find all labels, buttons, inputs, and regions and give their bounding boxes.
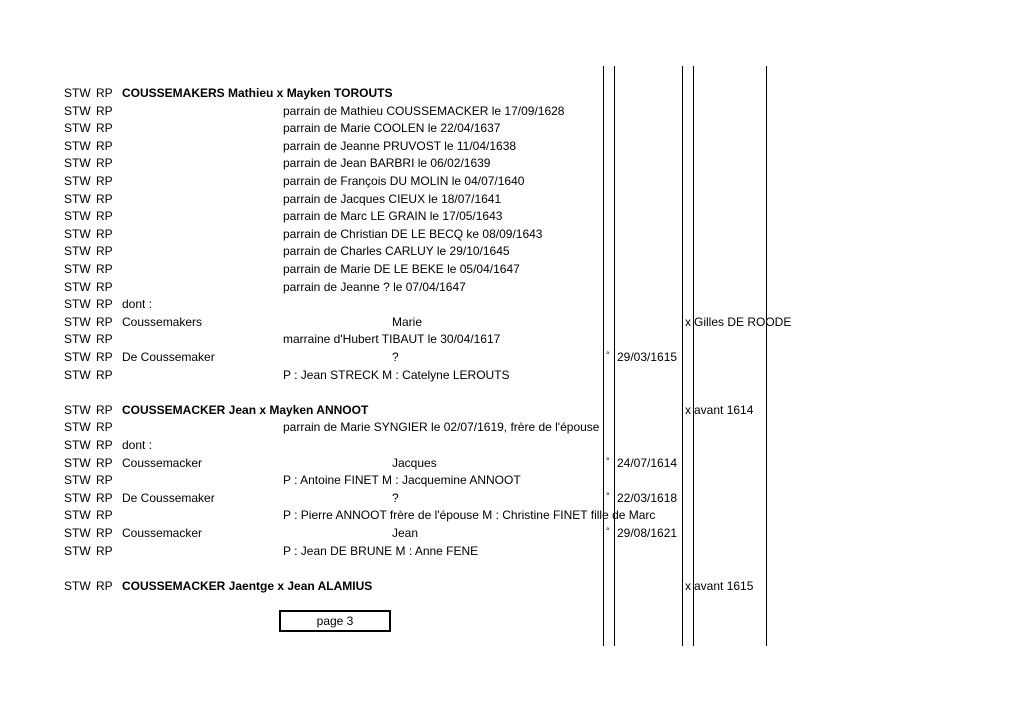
rp-cell: RP (96, 121, 113, 136)
table-row (0, 120, 1024, 138)
stw-cell: STW (64, 103, 91, 118)
first-name-cell: Jacques (392, 455, 437, 470)
stw-cell: STW (64, 279, 91, 294)
degree-mark: ° (606, 350, 610, 360)
stw-cell: STW (64, 473, 91, 488)
rp-cell: RP (96, 174, 113, 188)
note-cell: parrain de Marie COOLEN le 22/04/1637 (283, 121, 501, 136)
rp-cell: RP (96, 314, 113, 329)
stw-cell: STW (64, 420, 91, 435)
rp-cell: RP (96, 191, 113, 206)
rp-cell: RP (96, 508, 113, 523)
note-cell: parrain de Jeanne ? le 07/04/1647 (283, 279, 466, 294)
table-row (0, 402, 1024, 420)
first-name-cell: Jean (392, 526, 419, 540)
note-cell: P : Jean DE BRUNE M : Anne FENE (283, 543, 479, 558)
note-cell: marraine d'Hubert TIBAUT le 30/04/1617 (283, 332, 501, 347)
note-cell: P : Antoine FINET M : Jacquemine ANNOOT (283, 473, 521, 488)
spouse-cell: avant 1615 (694, 578, 754, 593)
note-cell: parrain de Marie DE LE BEKE le 05/04/1647 (283, 262, 520, 276)
table-row (0, 543, 1024, 561)
stw-cell: STW (64, 350, 91, 364)
table-row (0, 490, 1024, 508)
name-cell: COUSSEMACKER Jean x Mayken ANNOOT (122, 402, 369, 417)
stw-cell: STW (64, 455, 91, 470)
name-cell: dont : (122, 438, 153, 452)
table-row (0, 349, 1024, 367)
table-row (0, 437, 1024, 455)
name-cell: Coussemakers (122, 314, 203, 329)
rp-cell: RP (96, 543, 113, 558)
first-name-cell: ? (392, 350, 399, 364)
rp-cell: RP (96, 138, 113, 153)
note-cell: parrain de Marc LE GRAIN le 17/05/1643 (283, 209, 503, 224)
table-row (0, 261, 1024, 279)
table-row (0, 455, 1024, 473)
note-cell: parrain de Christian DE LE BECQ ke 08/09/1643 (283, 226, 543, 241)
rp-cell: RP (96, 297, 113, 312)
rp-cell: RP (96, 455, 113, 470)
table-row (0, 331, 1024, 349)
spouse-cell: avant 1614 (694, 402, 754, 417)
marriage-mark: x (685, 578, 691, 593)
table-row (0, 191, 1024, 209)
note-cell: P : Pierre ANNOOT frère de l'épouse M : Christine FINET fille de Marc (283, 508, 656, 523)
table-row (0, 367, 1024, 385)
date-cell: 29/03/1615 (617, 350, 678, 364)
name-cell: dont : (122, 297, 153, 312)
marriage-mark: x (685, 314, 691, 329)
degree-mark: ° (606, 490, 610, 501)
table-row (0, 173, 1024, 191)
date-cell: 24/07/1614 (617, 455, 678, 470)
name-cell: De Coussemaker (122, 490, 215, 505)
stw-cell: STW (64, 314, 91, 329)
stw-cell: STW (64, 367, 91, 382)
table-row (0, 155, 1024, 173)
rp-cell: RP (96, 332, 113, 347)
table-row (0, 419, 1024, 437)
name-cell: Coussemacker (122, 526, 203, 540)
stw-cell: STW (64, 121, 91, 136)
stw-cell: STW (64, 138, 91, 153)
date-cell: 29/08/1621 (617, 526, 678, 540)
stw-cell: STW (64, 438, 91, 452)
rp-cell: RP (96, 262, 113, 276)
first-name-cell: ? (392, 490, 399, 505)
stw-cell: STW (64, 543, 91, 558)
page-number-box (279, 610, 391, 632)
note-cell: parrain de Charles CARLUY le 29/10/1645 (283, 244, 510, 259)
degree-mark: ° (606, 455, 610, 466)
stw-cell: STW (64, 262, 91, 276)
stw-cell: STW (64, 297, 91, 312)
name-cell: COUSSEMACKER Jaentge x Jean ALAMIUS (122, 578, 373, 593)
stw-cell: STW (64, 226, 91, 241)
rp-cell: RP (96, 367, 113, 382)
stw-cell: STW (64, 244, 91, 259)
table-row (0, 525, 1024, 543)
degree-mark: ° (606, 526, 610, 536)
rp-cell: RP (96, 209, 113, 224)
table-row (0, 226, 1024, 244)
rp-cell: RP (96, 226, 113, 241)
table-row (0, 507, 1024, 525)
stw-cell: STW (64, 332, 91, 347)
table-row (0, 138, 1024, 156)
table-row (0, 103, 1024, 121)
rp-cell: RP (96, 420, 113, 435)
stw-cell: STW (64, 86, 91, 100)
table-row (0, 208, 1024, 226)
rp-cell: RP (96, 438, 113, 452)
note-cell: parrain de Jean BARBRI le 06/02/1639 (283, 156, 491, 171)
table-row (0, 314, 1024, 332)
stw-cell: STW (64, 156, 91, 171)
marriage-mark: x (685, 402, 691, 417)
stw-cell: STW (64, 191, 91, 206)
rp-cell: RP (96, 402, 113, 417)
table-row (0, 578, 1024, 596)
rp-cell: RP (96, 473, 113, 488)
page-label: page 3 (316, 614, 354, 628)
first-name-cell: Marie (392, 314, 423, 329)
table-row (0, 296, 1024, 314)
note-cell: parrain de Marie SYNGIER le 02/07/1619, frère de l'épouse (283, 420, 600, 435)
stw-cell: STW (64, 578, 91, 593)
stw-cell: STW (64, 402, 91, 417)
spouse-cell: Gilles DE ROODE (694, 314, 792, 329)
date-cell: 22/03/1618 (617, 490, 678, 505)
note-cell: parrain de Mathieu COUSSEMACKER le 17/09/1628 (283, 103, 565, 118)
note-cell: parrain de Jeanne PRUVOST le 11/04/1638 (283, 138, 517, 153)
table-row (0, 85, 1024, 103)
rp-cell: RP (96, 244, 113, 259)
rp-cell: RP (96, 350, 113, 364)
table-row (0, 472, 1024, 490)
note-cell: P : Jean STRECK M : Catelyne LEROUTS (283, 367, 510, 382)
rp-cell: RP (96, 526, 113, 540)
name-cell: COUSSEMAKERS Mathieu x Mayken TOROUTS (122, 86, 393, 100)
table-row (0, 243, 1024, 261)
rp-cell: RP (96, 490, 113, 505)
rp-cell: RP (96, 86, 113, 100)
name-cell: De Coussemaker (122, 350, 215, 364)
note-cell: parrain de Jacques CIEUX le 18/07/1641 (283, 191, 502, 206)
stw-cell: STW (64, 526, 91, 540)
rp-cell: RP (96, 103, 113, 118)
stw-cell: STW (64, 508, 91, 523)
rp-cell: RP (96, 279, 113, 294)
rp-cell: RP (96, 156, 113, 171)
stw-cell: STW (64, 490, 91, 505)
stw-cell: STW (64, 174, 91, 188)
note-cell: parrain de François DU MOLIN le 04/07/1640 (283, 174, 525, 188)
name-cell: Coussemacker (122, 455, 203, 470)
rp-cell: RP (96, 578, 113, 593)
table-row (0, 279, 1024, 297)
stw-cell: STW (64, 209, 91, 224)
